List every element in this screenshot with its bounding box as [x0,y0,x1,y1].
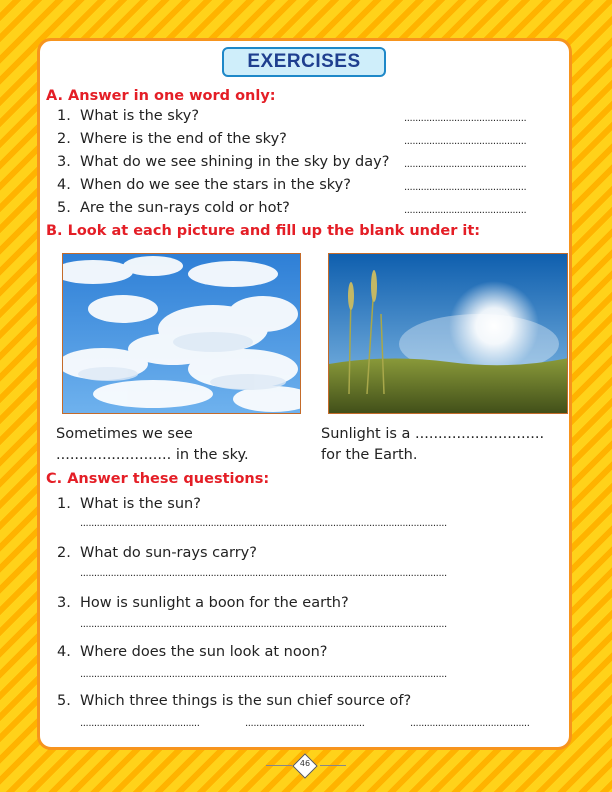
question-number: 3. [57,595,71,611]
page-number-line-left [266,765,292,766]
question-text: Are the sun-rays cold or hot? [80,200,290,216]
clouds-picture [62,253,301,414]
question-text: Where does the sun look at noon? [80,644,328,660]
question-number: 2. [57,545,71,561]
sunlight-picture [328,253,568,414]
page-number: 46 [299,759,311,768]
answer-blank-1[interactable]: ........................................... [80,718,200,729]
question-text: What do we see shining in the sky by day? [80,154,390,170]
answer-blank[interactable]: ............................................ [404,159,527,170]
answer-blank[interactable]: ............................................ [404,113,527,124]
caption-clouds: Sometimes we see ......................... in the sky. [56,426,249,463]
sunlight-image [329,254,568,414]
question-text: How is sunlight a boon for the earth? [80,595,349,611]
answer-line[interactable]: .................................................................................................................................... [80,669,447,680]
page-title: EXERCISES [222,47,386,77]
question-number: 4. [57,177,71,193]
answer-blank-2[interactable]: ........................................... [245,718,365,729]
answer-blank[interactable]: ............................................ [404,182,527,193]
section-a-heading: A. Answer in one word only: [46,88,276,104]
section-b-heading: B. Look at each picture and fill up the blank under it: [46,223,481,239]
question-text: Where is the end of the sky? [80,131,287,147]
section-c-heading: C. Answer these questions: [46,471,270,487]
clouds-image [63,254,301,414]
question-number: 3. [57,154,71,170]
answer-line[interactable]: .................................................................................................................................... [80,619,447,630]
question-number: 5. [57,200,71,216]
page-number-line-right [320,765,346,766]
caption-sunlight: Sunlight is a ............................ for the Earth. [321,426,545,463]
question-number: 1. [57,108,71,124]
question-number: 2. [57,131,71,147]
answer-blank[interactable]: ............................................ [404,205,527,216]
question-text: What is the sun? [80,496,201,512]
answer-blank-3[interactable]: ........................................... [410,718,530,729]
answer-line[interactable]: .................................................................................................................................... [80,568,447,579]
answer-line[interactable]: .................................................................................................................................... [80,518,447,529]
question-text: When do we see the stars in the sky? [80,177,351,193]
question-text: Which three things is the sun chief source of? [80,693,412,709]
question-number: 5. [57,693,71,709]
question-text: What is the sky? [80,108,200,124]
question-number: 1. [57,496,71,512]
answer-blank[interactable]: ............................................ [404,136,527,147]
question-number: 4. [57,644,71,660]
question-text: What do sun-rays carry? [80,545,257,561]
